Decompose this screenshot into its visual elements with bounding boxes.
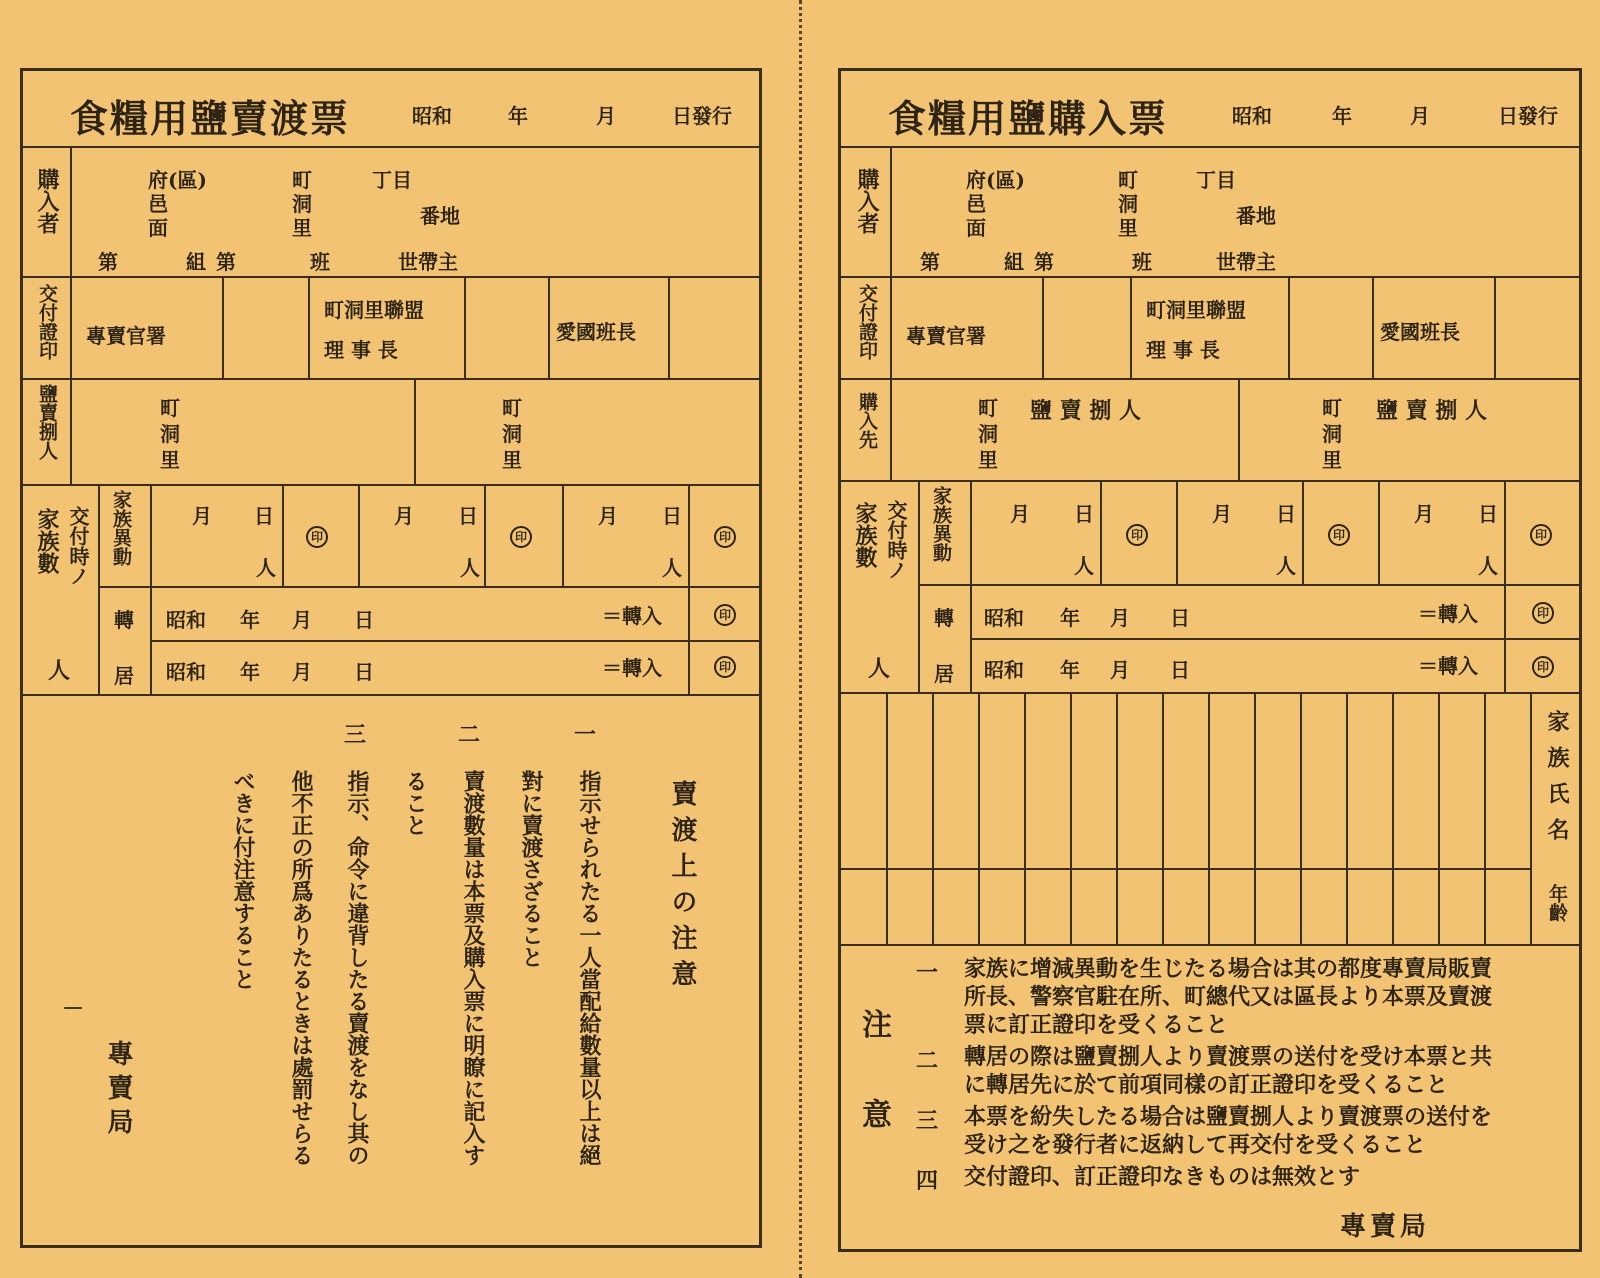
stamp-circle: 印: [1532, 656, 1554, 678]
stamp-circle: 印: [714, 526, 736, 548]
salt-seller-label: 鹽賣捌人: [36, 384, 58, 460]
name-grid-column-line: [1024, 692, 1026, 944]
monopoly-bureau-issuer: 專賣局: [1340, 1212, 1431, 1242]
ages-label: 年齡: [1546, 884, 1568, 922]
stamp-circle: 印: [1126, 524, 1148, 546]
purchase-notice-heading-2: 意: [862, 1098, 892, 1133]
name-grid-column-line: [1070, 692, 1072, 944]
sales-slip-title: 食糧用鹽賣渡票: [70, 96, 351, 141]
notice-item-number: 一: [574, 722, 597, 748]
name-grid-column-line: [1254, 692, 1256, 944]
name-grid-column-line: [978, 692, 980, 944]
issue-month: 月: [596, 104, 616, 128]
notice-item-number: 二: [458, 722, 481, 748]
family-change-label: 家族異動: [110, 490, 132, 566]
name-grid-column-line: [1116, 692, 1118, 944]
stamp-circle: 印: [714, 656, 736, 678]
issue-era: 昭和: [412, 104, 452, 128]
stamp-circle: 印: [714, 604, 736, 626]
monopoly-bureau-issuer: 專賣局: [103, 1040, 133, 1142]
name-grid-column-line: [1300, 692, 1302, 944]
name-grid-column-line: [886, 692, 888, 944]
purchaser-label: 購入者: [34, 168, 60, 234]
stamp-circle: 印: [306, 526, 328, 548]
name-grid-column-line: [1346, 692, 1348, 944]
monopoly-office: 專賣官署: [86, 324, 166, 348]
family-names-label: 家族氏名: [1544, 710, 1570, 854]
stamp-circle: 印: [510, 526, 532, 548]
stamp-circle: 印: [1530, 524, 1552, 546]
notice-item-number: 三: [344, 722, 367, 748]
purchase-destination-label: 購入先: [856, 392, 878, 449]
name-grid-column-line: [1484, 692, 1486, 944]
purchase-notice-heading-1: 注: [862, 1008, 892, 1043]
perforation-line: [799, 0, 802, 1278]
name-grid-column-line: [1392, 692, 1394, 944]
issue-day: 日發行: [672, 104, 732, 128]
name-grid-column-line: [932, 692, 934, 944]
delivery-seal-label: 交付證印: [36, 284, 58, 360]
sales-notice-heading: 賣渡上の注意: [667, 780, 697, 996]
name-grid-column-line: [1438, 692, 1440, 944]
purchaser-label: 購入者: [854, 168, 880, 234]
family-change-label: 家族異動: [930, 486, 952, 562]
name-grid-column-line: [1162, 692, 1164, 944]
stamp-circle: 印: [1532, 602, 1554, 624]
purchase-slip-title: 食糧用鹽購入票: [888, 96, 1169, 141]
family-count-label: 家族數: [852, 502, 878, 568]
name-grid-column-line: [1208, 692, 1210, 944]
issue-year: 年: [508, 104, 528, 128]
family-count-label: 家族數: [34, 508, 60, 574]
delivery-seal-label: 交付證印: [856, 284, 878, 360]
stamp-circle: 印: [1328, 524, 1350, 546]
